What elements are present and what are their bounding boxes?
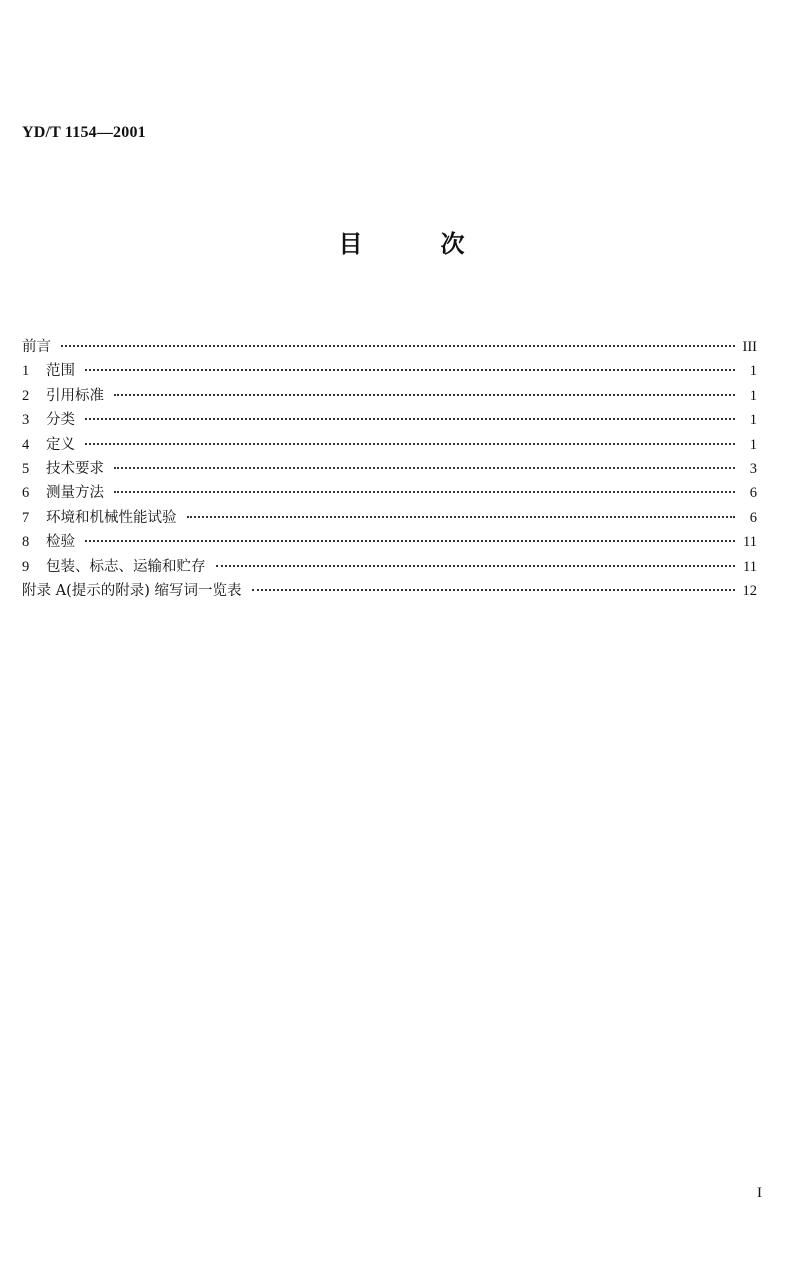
toc-entry-7[interactable] <box>22 506 757 530</box>
toc-entry-9[interactable] <box>22 555 757 579</box>
toc-entry-number: 3 <box>22 412 30 429</box>
toc-entry-page: 3 <box>749 460 757 477</box>
toc-entry-label: 前言 <box>22 339 51 355</box>
toc-entry-page: 1 <box>749 363 757 380</box>
toc-entry-number: 5 <box>22 460 30 477</box>
toc-leader-dots <box>85 369 735 371</box>
toc-entry-8[interactable] <box>22 530 757 554</box>
toc-entry-page: 1 <box>749 412 757 429</box>
toc-entry-3[interactable] <box>22 408 757 432</box>
toc-entry-number: 1 <box>22 363 30 380</box>
toc-entry-page: 6 <box>749 509 757 526</box>
toc-entry-label: 环境和机械性能试验 <box>46 509 177 526</box>
toc-entry-foreword[interactable] <box>22 335 757 359</box>
toc-entry-page: 6 <box>749 485 757 502</box>
toc-entry-2[interactable] <box>22 384 757 408</box>
toc-entry-number: 9 <box>22 558 30 575</box>
toc-entry-label: 技术要求 <box>46 460 104 477</box>
toc-leader-dots <box>85 540 735 542</box>
toc-entry-label: 范围 <box>46 363 75 380</box>
toc-entry-page: 12 <box>742 582 757 599</box>
toc-entry-number: 7 <box>22 509 30 526</box>
toc-entry-page: 1 <box>749 387 757 404</box>
toc-entry-page: 1 <box>749 436 757 453</box>
table-of-contents <box>22 335 757 603</box>
title-char-2: 次 <box>440 230 465 258</box>
toc-entry-page: 11 <box>743 558 757 575</box>
toc-entry-label: 测量方法 <box>46 485 104 502</box>
toc-leader-dots <box>252 589 735 591</box>
toc-entry-page: 11 <box>743 534 757 551</box>
toc-entry-label: 定义 <box>46 436 75 453</box>
toc-entry-label: 包装、标志、运输和贮存 <box>46 558 206 575</box>
toc-entry-number: 2 <box>22 387 30 404</box>
toc-entry-appendix-a[interactable] <box>22 579 757 603</box>
toc-leader-dots <box>85 443 735 445</box>
toc-leader-dots <box>61 345 735 347</box>
page-number: I <box>757 1185 762 1201</box>
toc-entry-label: 引用标准 <box>46 387 104 404</box>
toc-leader-dots <box>216 565 736 567</box>
page-title <box>0 224 803 259</box>
toc-entry-5[interactable] <box>22 457 757 481</box>
toc-leader-dots <box>114 394 735 396</box>
toc-leader-dots <box>114 491 735 493</box>
toc-entry-page: III <box>742 339 757 355</box>
toc-entry-number: 6 <box>22 485 30 502</box>
title-char-1: 目 <box>338 230 363 258</box>
toc-entry-number: 4 <box>22 436 30 453</box>
toc-entry-number: 8 <box>22 534 30 551</box>
toc-leader-dots <box>85 418 735 420</box>
toc-entry-label: 附录 A(提示的附录) 缩写词一览表 <box>22 582 242 599</box>
toc-entry-label: 分类 <box>46 412 75 429</box>
toc-entry-4[interactable] <box>22 433 757 457</box>
toc-entry-6[interactable] <box>22 481 757 505</box>
standard-number: YD/T 1154—2001 <box>22 124 146 141</box>
toc-entry-label: 检验 <box>46 534 75 551</box>
toc-entry-1[interactable] <box>22 359 757 383</box>
toc-leader-dots <box>187 516 736 518</box>
toc-leader-dots <box>114 467 735 469</box>
